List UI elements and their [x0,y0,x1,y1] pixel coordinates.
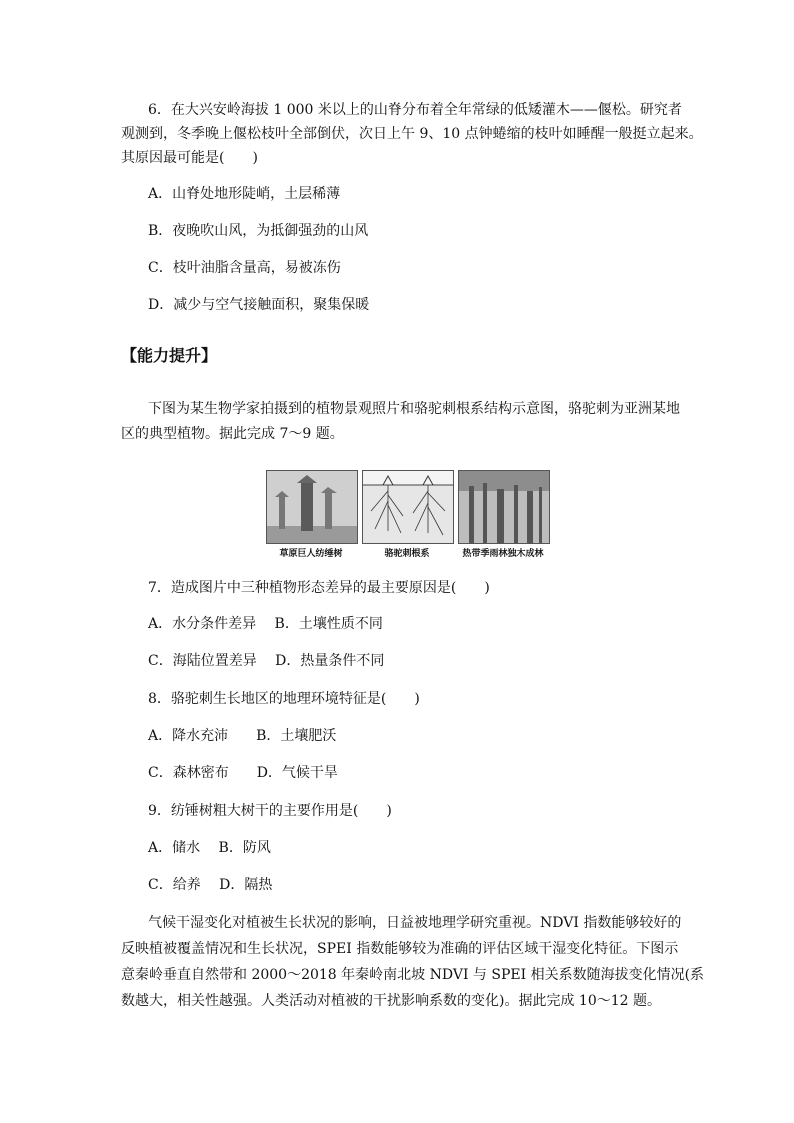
q9-options-row2: C．给养 D．隔热 [148,877,273,893]
q6-stem-line3: 其原因最可能是( ) [121,150,258,166]
q8-stem: 8．骆驼刺生长地区的地理环境特征是( ) [148,691,420,707]
caption-banyan: 热带季雨林独木成林 [462,549,544,559]
q6-option-a: A．山脊处地形陡峭，土层稀薄 [148,186,341,202]
q9-options-row1: A．储水 B．防风 [148,840,271,856]
banyan-photo [458,470,550,544]
camelthorn-roots-diagram [362,470,454,544]
intro1-line1: 下图为某生物学家拍摄到的植物景观照片和骆驼刺根系结构示意图，骆驼刺为亚洲某地 [148,401,680,417]
q6-stem-line1: 6．在大兴安岭海拔 1 000 米以上的山脊分布着全年常绿的低矮灌木——偃松。研究者 [148,102,682,118]
plant-figure [266,470,556,560]
q6-option-b: B．夜晚吹山风，为抵御强劲的山风 [148,223,369,239]
caption-camelthorn: 骆驼刺根系 [384,549,430,559]
intro2-line3: 意秦岭垂直自然带和 2000～2018 年秦岭南北坡 NDVI 与 SPEI 相关系数随海拔变化情况(系 [121,967,705,983]
section-title: 【能力提升】 [121,346,218,365]
q8-options-row2: C．森林密布 D．气候干旱 [148,765,338,781]
q6-option-d: D．减少与空气接触面积，聚集保暖 [148,297,370,313]
q7-stem: 7．造成图片中三种植物形态差异的最主要原因是( ) [148,580,490,596]
q7-options-row2: C．海陆位置差异 D．热量条件不同 [148,653,385,669]
q8-options-row1: A．降水充沛 B．土壤肥沃 [148,728,337,744]
q9-stem: 9．纺锤树粗大树干的主要作用是( ) [148,803,392,819]
intro1-line2: 区的典型植物。据此完成 7～9 题。 [121,426,344,442]
intro2-line1: 气候干湿变化对植被生长状况的影响，日益被地理学研究重视。NDVI 指数能够较好的 [148,915,682,931]
baobab-photo [266,470,358,544]
q6-option-c: C．枝叶油脂含量高，易被冻伤 [148,260,341,276]
caption-baobab: 草原巨人纺缍树 [279,549,343,559]
q7-options-row1: A．水分条件差异 B．土壤性质不同 [148,616,383,632]
q6-stem-line2: 观测到，冬季晚上偃松枝叶全部倒伏，次日上午 9、10 点钟蜷缩的枝叶如睡醒一般挺立起来。 [121,126,703,142]
intro2-line4: 数越大，相关性越强。人类活动对植被的干扰影响系数的变化)。据此完成 10～12 题。 [121,993,661,1009]
intro2-line2: 反映植被覆盖情况和生长状况，SPEI 指数能够较为准确的评估区域干湿变化特征。下图示 [121,941,679,957]
